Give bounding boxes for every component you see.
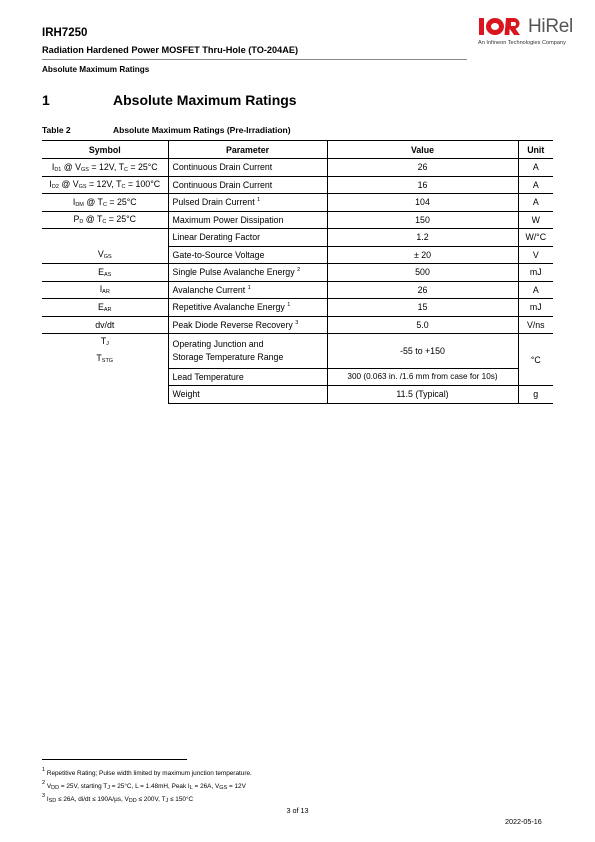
value-cell: -55 to +150 bbox=[327, 334, 518, 369]
unit-cell: V/ns bbox=[518, 316, 553, 334]
footnote-3: $^3$ $I_{SD} \le 26A$, di/dt ≤ 190A/µs, $V_{DD} \le 200V$, $T_J \le 150^\circ C$ bbox=[42, 793, 194, 804]
unit-cell: mJ bbox=[518, 264, 553, 282]
parameter-cell: Peak Diode Reverse Recovery $^3$ bbox=[168, 316, 327, 334]
parameter-cell: Operating Junction and Storage Temperature Range bbox=[168, 334, 327, 369]
table-row bbox=[42, 368, 553, 386]
footnote-ref: 3 bbox=[295, 319, 299, 326]
column-header-symbol: Symbol bbox=[42, 141, 168, 159]
table-row bbox=[42, 386, 553, 404]
footnote-1: $^1$ Repetitive Rating; Pulse width limited by maximum junction temperature. bbox=[42, 767, 252, 777]
unit-cell: A bbox=[518, 281, 553, 299]
value-cell: 104 bbox=[327, 194, 518, 212]
parameter-cell: Continuous Drain Current bbox=[168, 159, 327, 177]
part-number: IRH7250 bbox=[42, 27, 88, 39]
parameter-cell: Pulsed Drain Current $^1$ bbox=[168, 194, 327, 212]
footnote-ref: 1 bbox=[287, 302, 291, 309]
table-header-row bbox=[42, 141, 553, 159]
unit-cell: W/°C bbox=[518, 229, 553, 247]
value-cell: 500 bbox=[327, 264, 518, 282]
unit-cell: A bbox=[518, 159, 553, 177]
symbol-cell: $I_{D1}$ @ $V_{GS} = 12V$, $T_C = 25^\circ C$ bbox=[42, 159, 168, 177]
company-logo bbox=[478, 16, 584, 50]
footnote-2: $^2$ $V_{DD} = 25V$, starting $T_J = 25^\circ C$, L = 1.48mH, Peak $I_L = 26A$, $V_{GS} = 12V$ bbox=[42, 780, 246, 791]
section-number: 1 bbox=[42, 92, 50, 108]
brand-tagline: An Infineon Technologies Company bbox=[478, 40, 566, 46]
table-caption: Absolute Maximum Ratings (Pre-Irradiation) bbox=[113, 125, 291, 135]
parameter-cell: Weight bbox=[168, 386, 327, 404]
symbol-cell: $I_{DM}$ @ $T_C = 25^\circ C$ bbox=[42, 194, 168, 212]
absolute-max-ratings-table bbox=[42, 140, 553, 404]
unit-cell: A bbox=[518, 176, 553, 194]
symbol-cell: $E_{AR}$ bbox=[42, 299, 168, 317]
ior-logo-icon bbox=[478, 16, 524, 38]
symbol-cell: $I_{D2}$ @ $V_{GS} = 12V$, $T_C = 100^\circ C$ bbox=[42, 176, 168, 194]
table-row bbox=[42, 299, 553, 317]
page-number: 3 of 13 bbox=[286, 806, 309, 815]
unit-cell: V bbox=[518, 246, 553, 264]
symbol-cell: dv/dt bbox=[42, 316, 168, 334]
parameter-cell: Lead Temperature bbox=[168, 368, 327, 386]
footnote-ref: 1 bbox=[247, 284, 251, 291]
column-header-value: Value bbox=[327, 141, 518, 159]
value-cell: 300 (0.063 in. /1.6 mm from case for 10s) bbox=[327, 368, 518, 386]
footnote-ref: 1 bbox=[257, 197, 261, 204]
symbol-cell: $P_D$ @ $T_C = 25^\circ C$ bbox=[42, 211, 168, 229]
symbol-cell bbox=[42, 368, 168, 386]
unit-cell: W bbox=[518, 211, 553, 229]
header-divider bbox=[42, 59, 467, 60]
table-row bbox=[42, 176, 553, 194]
table-row bbox=[42, 229, 553, 247]
table-row bbox=[42, 316, 553, 334]
symbol-cell bbox=[42, 386, 168, 404]
symbol-cell: $E_{AS}$ bbox=[42, 264, 168, 282]
footnote-ref: 2 bbox=[297, 267, 301, 274]
parameter-cell: Avalanche Current $^1$ bbox=[168, 281, 327, 299]
column-header-unit: Unit bbox=[518, 141, 553, 159]
value-cell: 150 bbox=[327, 211, 518, 229]
symbol-cell: $V_{GS}$ bbox=[42, 246, 168, 264]
value-cell: 16 bbox=[327, 176, 518, 194]
brand-name: HiRel bbox=[528, 16, 573, 37]
unit-cell: g bbox=[518, 386, 553, 404]
document-date: 2022-05-16 bbox=[505, 817, 542, 826]
unit-cell: A bbox=[518, 194, 553, 212]
table-row bbox=[42, 194, 553, 212]
unit-cell: mJ bbox=[518, 299, 553, 317]
parameter-cell: Maximum Power Dissipation bbox=[168, 211, 327, 229]
table-row bbox=[42, 211, 553, 229]
parameter-cell: Linear Derating Factor bbox=[168, 229, 327, 247]
parameter-cell: Repetitive Avalanche Energy $^1$ bbox=[168, 299, 327, 317]
table-row bbox=[42, 159, 553, 177]
table-row bbox=[42, 281, 553, 299]
table-label: Table 2 bbox=[42, 125, 71, 135]
table-row bbox=[42, 334, 553, 369]
parameter-cell: Gate-to-Source Voltage bbox=[168, 246, 327, 264]
value-cell: 26 bbox=[327, 281, 518, 299]
running-section-title: Absolute Maximum Ratings bbox=[42, 65, 150, 74]
table-row bbox=[42, 246, 553, 264]
table-row bbox=[42, 264, 553, 282]
value-cell: 11.5 (Typical) bbox=[327, 386, 518, 404]
parameter-cell: Single Pulse Avalanche Energy $^2$ bbox=[168, 264, 327, 282]
value-cell: 1.2 bbox=[327, 229, 518, 247]
unit-cell: °C bbox=[518, 334, 553, 386]
value-cell: 26 bbox=[327, 159, 518, 177]
symbol-cell bbox=[42, 229, 168, 247]
product-description: Radiation Hardened Power MOSFET Thru-Hole (TO-204AE) bbox=[42, 45, 299, 55]
column-header-parameter: Parameter bbox=[168, 141, 327, 159]
symbol-cell: $T_J$ $T_{STG}$ bbox=[96, 336, 114, 364]
value-cell: ± 20 bbox=[327, 246, 518, 264]
value-cell: 5.0 bbox=[327, 316, 518, 334]
symbol-cell: $I_{AR}$ bbox=[42, 281, 168, 299]
value-cell: 15 bbox=[327, 299, 518, 317]
section-title: Absolute Maximum Ratings bbox=[113, 92, 297, 108]
footnote-divider bbox=[42, 759, 187, 760]
parameter-cell: Continuous Drain Current bbox=[168, 176, 327, 194]
